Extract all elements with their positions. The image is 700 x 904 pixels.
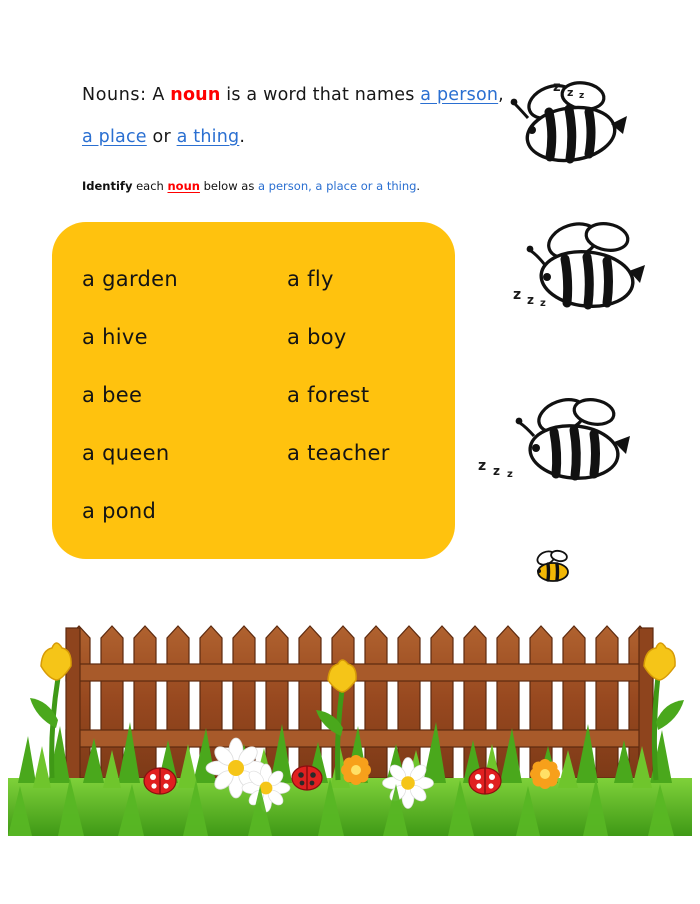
sleep-z-icon: z bbox=[553, 80, 561, 95]
instruction-categories: a person, a place or a thing bbox=[257, 179, 417, 193]
sleep-z-icon: z bbox=[478, 458, 487, 474]
link-a-thing[interactable]: a thing bbox=[176, 127, 240, 147]
word-item[interactable]: a forest bbox=[287, 383, 370, 407]
link-a-person[interactable]: a person bbox=[420, 85, 499, 105]
word-item[interactable]: a fly bbox=[287, 267, 334, 291]
bee-small-right bbox=[530, 545, 576, 591]
bee-middle-right bbox=[495, 215, 650, 335]
bee-lower-right bbox=[470, 390, 635, 515]
heading-or: or bbox=[146, 127, 177, 147]
word-item[interactable]: a teacher bbox=[287, 441, 390, 465]
word-item[interactable]: a boy bbox=[287, 325, 347, 349]
garden-illustration bbox=[8, 618, 692, 848]
word-item[interactable]: a hive bbox=[82, 325, 148, 349]
heading-label: Nouns: bbox=[82, 85, 147, 105]
word-item[interactable]: a queen bbox=[82, 441, 170, 465]
heading-period: . bbox=[239, 127, 246, 147]
heading-part2: is a word that names bbox=[220, 85, 421, 105]
heading-comma: , bbox=[498, 85, 504, 105]
bee-icon bbox=[530, 545, 576, 591]
sleep-z-icon: z bbox=[567, 86, 574, 99]
page-title bbox=[82, 74, 552, 158]
heading-part1: A bbox=[146, 85, 171, 105]
word-item[interactable]: a bee bbox=[82, 383, 143, 407]
sleep-z-icon: z bbox=[540, 298, 546, 309]
instruction-identify: Identify bbox=[82, 179, 133, 193]
sleep-z-icon: z bbox=[579, 91, 585, 101]
word-list-card bbox=[52, 222, 455, 559]
garden-scene bbox=[8, 618, 692, 848]
instruction-period: . bbox=[416, 179, 421, 193]
word-item[interactable]: a pond bbox=[82, 499, 157, 523]
sleep-z-icon: z bbox=[513, 287, 522, 303]
link-a-place[interactable]: a place bbox=[82, 127, 147, 147]
sleep-z-icon: z bbox=[527, 293, 534, 307]
instruction-below-as: below as bbox=[199, 179, 258, 193]
bee-icon bbox=[505, 72, 645, 182]
word-item[interactable]: a garden bbox=[82, 267, 178, 291]
sleep-z-icon: z bbox=[507, 469, 513, 480]
bee-top-right bbox=[505, 72, 645, 182]
heading-noun-word: noun bbox=[170, 85, 221, 105]
instruction-noun: noun bbox=[167, 179, 200, 193]
word-grid bbox=[82, 250, 432, 540]
instruction-each: each bbox=[132, 179, 168, 193]
sleep-z-icon: z bbox=[493, 464, 500, 478]
bee-icon bbox=[470, 390, 635, 515]
bee-icon bbox=[495, 215, 650, 335]
instruction-text bbox=[82, 178, 562, 194]
